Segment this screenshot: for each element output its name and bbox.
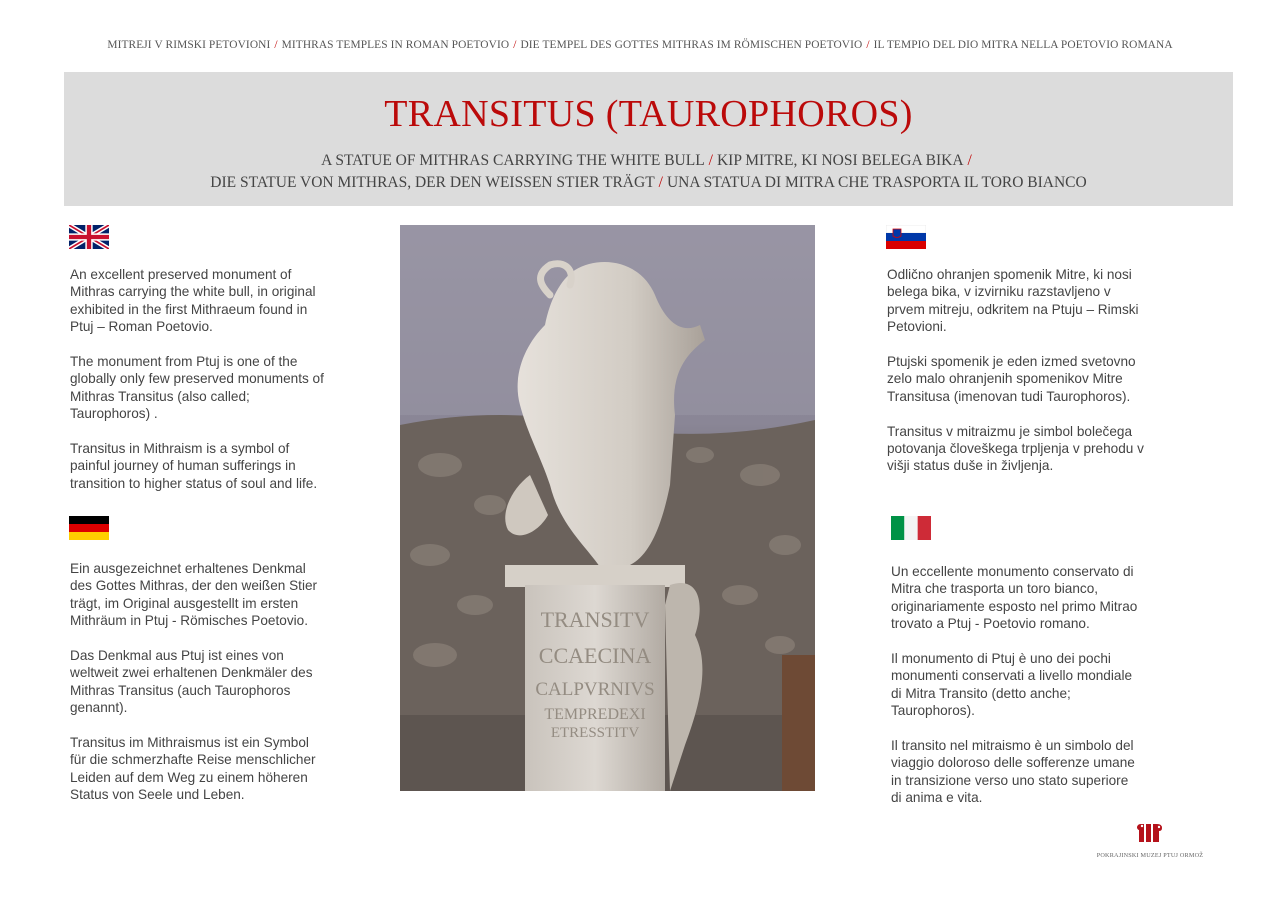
- separator: /: [866, 39, 870, 51]
- italian-paragraph-1: Un eccellente monumento conservato di Mitra che trasporta un toro bianco, originariamente esposto nel primo Mitrao trovato a Ptuj - Poetovio romano.: [891, 564, 1138, 632]
- english-paragraph-3: Transitus in Mithraism is a symbol of painful journey of human sufferings in transition to higher status of soul and life.: [70, 441, 318, 491]
- subtitle-line-1: [64, 152, 1233, 170]
- german-text: [70, 560, 328, 821]
- museum-logo-icon: [1135, 822, 1165, 844]
- museum-logo-caption: POKRAJINSKI MUZEJ PTUJ ORMOŽ: [1096, 852, 1204, 859]
- inscription-line-3: CALPVRNIVS: [535, 679, 655, 700]
- germany-flag-icon: [69, 516, 109, 540]
- german-paragraph-1: Ein ausgezeichnet erhaltenes Denkmal des Gottes Mithras, der den weißen Stier trägt, im Original ausgestellt im ersten Mithräum in Ptuj - Römisches Poetovio.: [70, 561, 318, 629]
- separator: /: [658, 174, 663, 191]
- italian-paragraph-2: Il monumento di Ptuj è uno dei pochi monumenti conservati a livello mondiale di Mitra Transito (detto anche; Taurophoros).: [891, 651, 1133, 719]
- subtitle-slovenian: KIP MITRE, KI NOSI BELEGA BIKA: [716, 152, 964, 169]
- slovenia-flag-icon: [886, 225, 926, 249]
- english-text: [70, 266, 328, 510]
- slovenian-text: [887, 266, 1149, 492]
- english-paragraph-1: An excellent preserved monument of Mithras carrying the white bull, in original exhibited in the first Mithraeum found in Ptuj – Roman Poetovio.: [70, 267, 316, 335]
- uk-flag-icon: [69, 225, 109, 249]
- inscription-line-2: CCAECINA: [538, 643, 652, 668]
- top-line-slovenian: MITREJI V RIMSKI PETOVIONI: [107, 39, 271, 51]
- subtitle-english: A STATUE OF MITHRAS CARRYING THE WHITE BULL: [321, 152, 705, 169]
- top-line-italian: IL TEMPIO DEL DIO MITRA NELLA POETOVIO ROMANA: [873, 39, 1173, 51]
- separator: /: [708, 152, 713, 169]
- slovenian-paragraph-2: Ptujski spomenik je eden izmed svetovno zelo malo ohranjenih spomenikov Mitre Transitusa (imenovan tudi Taurophoros).: [887, 354, 1136, 404]
- separator: /: [274, 39, 278, 51]
- italy-flag-icon: [891, 516, 931, 540]
- museum-logo: [1095, 822, 1205, 859]
- subtitle-german: DIE STATUE VON MITHRAS, DER DEN WEISSEN STIER TRÄGT: [210, 174, 655, 191]
- italian-paragraph-3: Il transito nel mitraismo è un simbolo del viaggio doloroso delle sofferenze umane in transizione verso uno stato superiore di anima e vita.: [891, 738, 1135, 806]
- inscription-line-5: ETRESSTITV: [550, 725, 640, 741]
- inscription-line-4: TEMPREDEXI: [544, 706, 646, 723]
- subtitle-italian: UNA STATUA DI MITRA CHE TRASPORTA IL TORO BIANCO: [666, 174, 1087, 191]
- top-line-english: MITHRAS TEMPLES IN ROMAN POETOVIO: [281, 39, 510, 51]
- german-paragraph-3: Transitus im Mithraismus ist ein Symbol für die schmerzhafte Reise menschlicher Leiden auf dem Weg zu einem höheren Status von Seele und Leben.: [70, 735, 316, 803]
- top-line-german: DIE TEMPEL DES GOTTES MITHRAS IM RÖMISCHEN POETOVIO: [520, 39, 863, 51]
- separator: /: [967, 152, 972, 169]
- slovenian-paragraph-3: Transitus v mitraizmu je simbol bolečega potovanja človeškega trpljenja v prehodu v višji status duše in življenja.: [887, 423, 1144, 474]
- top-languages-line: [0, 39, 1280, 51]
- slovenian-paragraph-1: Odlično ohranjen spomenik Mitre, ki nosi belega bika, v izvirniku razstavljeno v prvem mitreju, odkritem na Ptuju – Rimski Petovioni.: [887, 267, 1139, 335]
- separator: /: [513, 39, 517, 51]
- subtitle-line-2: [64, 174, 1233, 192]
- statue-photo: [400, 225, 815, 791]
- english-paragraph-2: The monument from Ptuj is one of the globally only few preserved monuments of Mithras Transitus (also called; Taurophoros) .: [70, 354, 324, 422]
- page-title: TRANSITUS (TAUROPHOROS): [384, 93, 913, 135]
- german-paragraph-2: Das Denkmal aus Ptuj ist eines von weltweit zwei erhaltenen Denkmäler des Mithras Transitus (auch Taurophoros genannt).: [70, 648, 313, 716]
- inscription-line-1: TRANSITV: [540, 607, 650, 632]
- italian-text: [891, 563, 1141, 824]
